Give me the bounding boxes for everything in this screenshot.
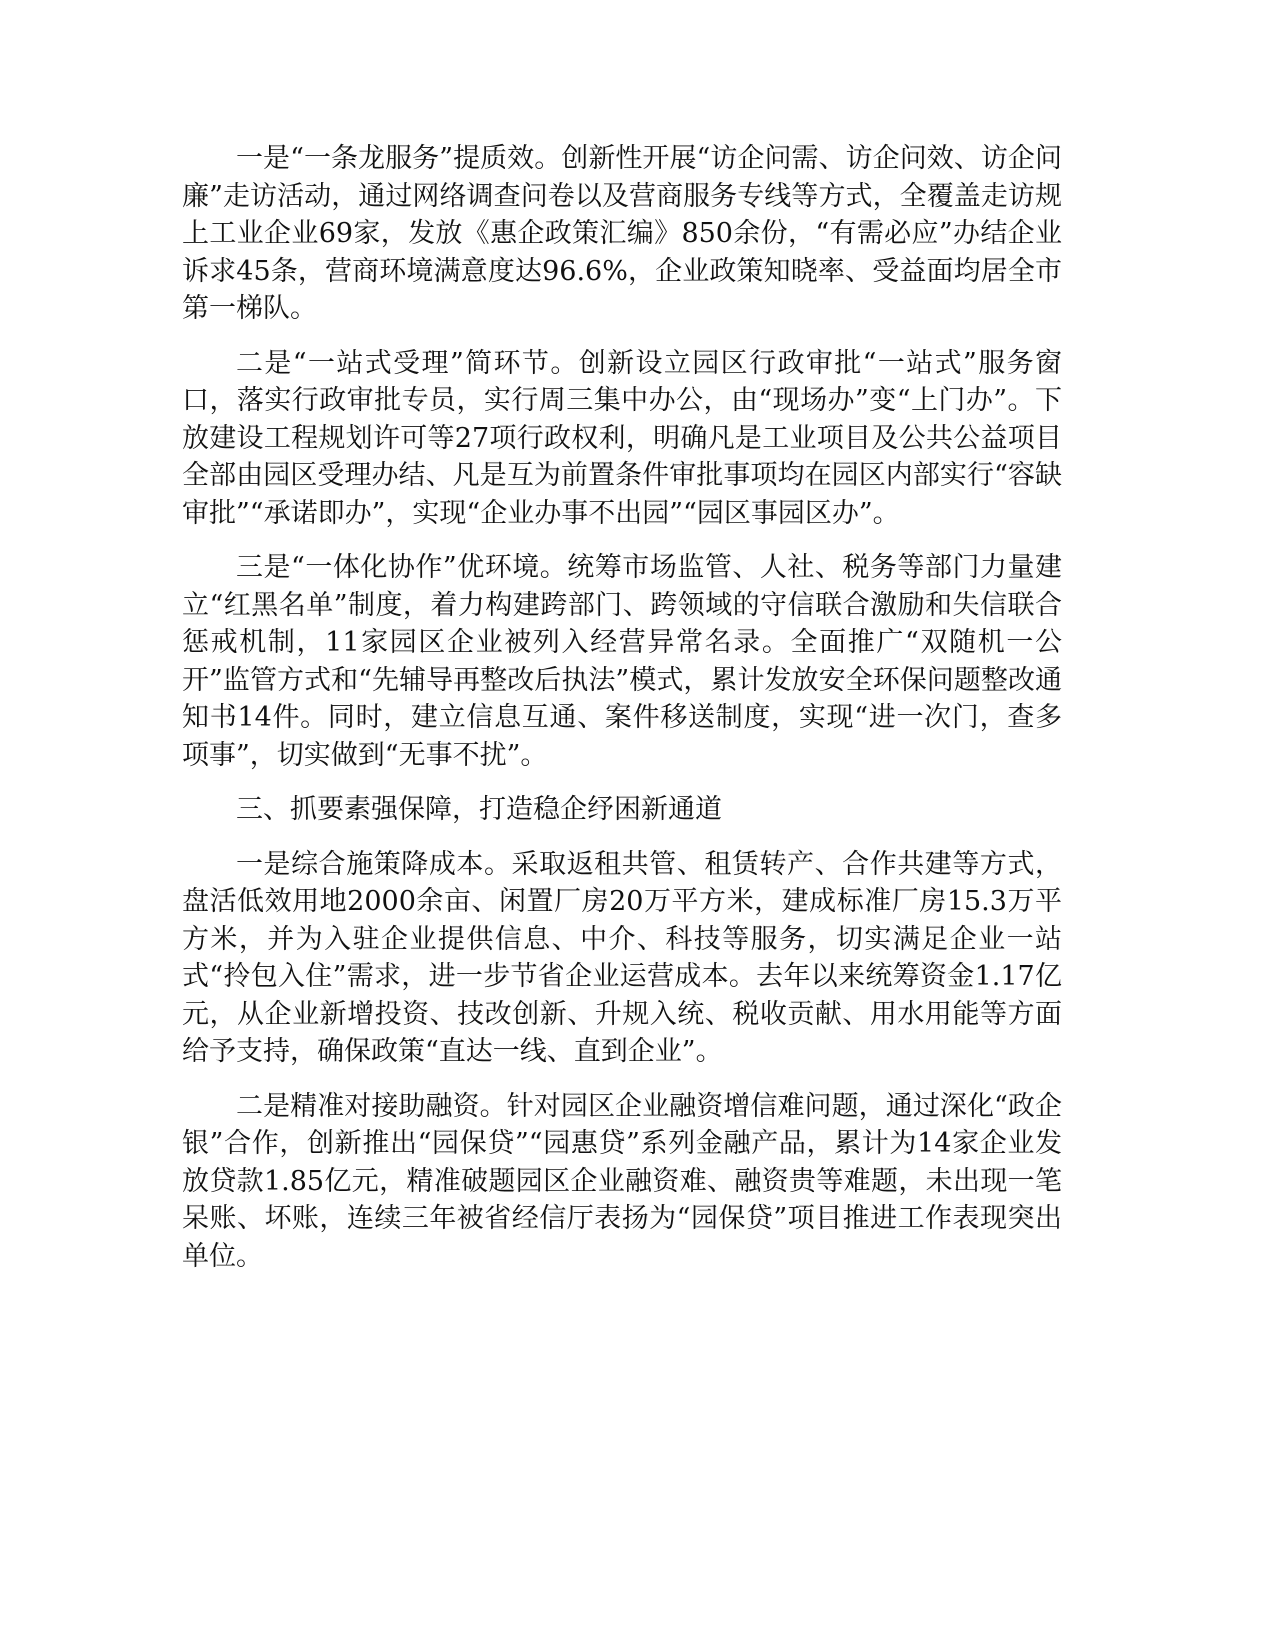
paragraph-one-window-acceptance: 二是“一站式受理”简环节。创新设立园区行政审批“一站式”服务窗口，落实行政审批专员，实行周三集中办公，由“现场办”变“上门办”。下放建设工程规划许可等27项行政权利，明确凡是工业项目及公共公益项目全部由园区受理办结、凡是互为前置条件审批事项均在园区内部实行“容缺审批”“承诺即办”，实现“企业办事不出园”“园区事园区办”。 bbox=[182, 347, 1062, 529]
paragraph-reduce-costs: 一是综合施策降成本。采取返租共管、租赁转产、合作共建等方式，盘活低效用地2000余亩、闲置厂房20万平方米，建成标准厂房15.3万平方米，并为入驻企业提供信息、中介、科技等服务，切实满足企业一站式“拎包入住”需求，进一步节省企业运营成本。去年以来统筹资金1.17亿元，从企业新增投资、技改创新、升规入统、税收贡献、用水用能等方面给予支持，确保政策“直达一线、直到企业”。 bbox=[182, 848, 1062, 1067]
paragraph-one-stop-service: 一是“一条龙服务”提质效。创新性开展“访企问需、访企问效、访企问廉”走访活动，通过网络调查问卷以及营商服务专线等方式，全覆盖走访规上工业企业69家，发放《惠企政策汇编》850余份，“有需必应”办结企业诉求45条，营商环境满意度达96.6%，企业政策知晓率、受益面均居全市第一梯队。 bbox=[182, 143, 1062, 324]
paragraph-integrated-collaboration: 三是“一体化协作”优环境。统筹市场监管、人社、税务等部门力量建立“红黑名单”制度，着力构建跨部门、跨领域的守信联合激励和失信联合惩戒机制，11家园区企业被列入经营异常名录。全面推广“双随机一公开”监管方式和“先辅导再整改后执法”模式，累计发放安全环保问题整改通知书14件。同时，建立信息互通、案件移送制度，实现“进一次门，查多项事”，切实做到“无事不扰”。 bbox=[182, 552, 1062, 771]
document-body bbox=[182, 140, 1062, 1292]
paragraph-financing: 二是精准对接助融资。针对园区企业融资增信难问题，通过深化“政企银”合作，创新推出“园保贷”“园惠贷”系列金融产品，累计为14家企业发放贷款1.85亿元，精准破题园区企业融资难、融资贵等难题，未出现一笔呆账、坏账，连续三年被省经信厅表扬为“园保贷”项目推进工作表现突出单位。 bbox=[182, 1090, 1062, 1272]
section-heading: 三、抓要素强保障，打造稳企纾困新通道 bbox=[236, 794, 722, 825]
